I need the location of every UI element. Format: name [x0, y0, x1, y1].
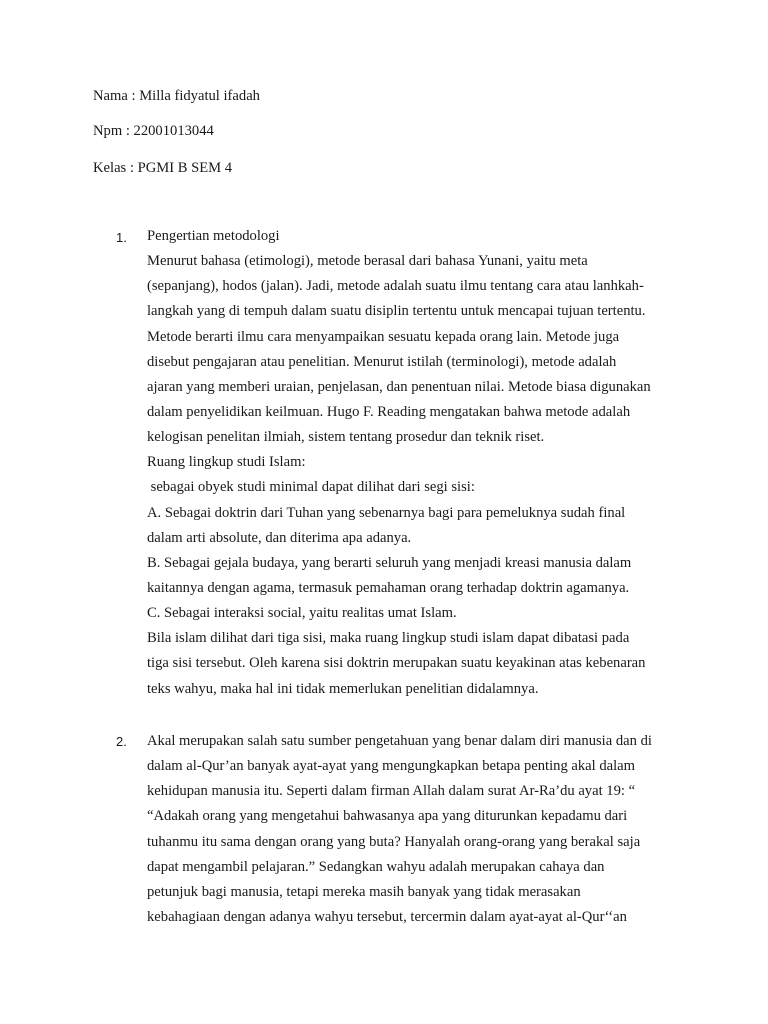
paragraph-line: dapat mengambil pelajaran.” Sedangkan wahyu adalah merupakan cahaya dan — [147, 858, 605, 875]
student-name: Nama : Milla fidyatul ifadah — [93, 88, 260, 104]
student-class: Kelas : PGMI B SEM 4 — [93, 160, 233, 176]
paragraph-line: Metode berarti ilmu cara menyampaikan sesuatu kepada orang lain. Metode juga — [147, 328, 620, 345]
list-number-2: 2. — [116, 734, 127, 749]
paragraph-line: dalam arti absolute, dan diterima apa adanya. — [147, 529, 412, 546]
paragraph-line: tuhanmu itu sama dengan orang yang buta? Hanyalah orang-orang yang berakal saja — [147, 833, 641, 850]
paragraph-line: (sepanjang), hodos (jalan). Jadi, metode adalah suatu ilmu tentang cara atau lanhkah- — [147, 278, 644, 295]
paragraph-line: tiga sisi tersebut. Oleh karena sisi doktrin merupakan suatu keyakinan atas kebenaran — [147, 655, 646, 672]
paragraph-line: A. Sebagai doktrin dari Tuhan yang sebenarnya bagi para pemeluknya sudah final — [147, 504, 626, 521]
paragraph-line: Ruang lingkup studi Islam: — [147, 454, 306, 471]
section-1-text — [147, 226, 707, 704]
paragraph-line: Akal merupakan salah satu sumber pengetahuan yang benar dalam diri manusia dan di — [147, 733, 652, 749]
paragraph-line: kebahagiaan dengan adanya wahyu tersebut, tercermin dalam ayat-ayat al-Qur‘‘an — [147, 908, 627, 925]
paragraph-line: Menurut bahasa (etimologi), metode berasal dari bahasa Yunani, yaitu meta — [147, 253, 588, 270]
paragraph-line: dalam penyelidikan keilmuan. Hugo F. Reading mengatakan bahwa metode adalah — [147, 403, 631, 420]
paragraph-line: dalam al-Qur’an banyak ayat-ayat yang mengungkapkan betapa penting akal dalam — [147, 758, 636, 775]
paragraph-line: Pengertian metodologi — [147, 228, 280, 244]
paragraph-line: B. Sebagai gejala budaya, yang berarti seluruh yang menjadi kreasi manusia dalam — [147, 554, 632, 571]
student-npm: Npm : 22001013044 — [93, 123, 214, 139]
paragraph-line: kaitannya dengan agama, termasuk pemahaman orang terhadap doktrin agamanya. — [147, 579, 630, 596]
paragraph-line: ajaran yang memberi uraian, penjelasan, dan penentuan nilai. Metode biasa digunakan — [147, 378, 651, 395]
paragraph-line: kelogisan penelitan ilmiah, sistem tentang prosedur dan teknik riset. — [147, 429, 545, 446]
paragraph-line: Bila islam dilihat dari tiga sisi, maka ruang lingkup studi islam dapat dibatasi pada — [147, 630, 630, 647]
paragraph-line: kehidupan manusia itu. Seperti dalam firman Allah dalam surat Ar-Ra’du ayat 19: “ — [147, 783, 636, 800]
paragraph-line: “Adakah orang yang mengetahui bahwasanya apa yang diturunkan kepadamu dari — [147, 808, 628, 825]
paragraph-line: teks wahyu, maka hal ini tidak memerlukan penelitian didalamnya. — [147, 680, 539, 697]
paragraph-line: sebagai obyek studi minimal dapat dilihat dari segi sisi: — [147, 479, 475, 496]
paragraph-line: petunjuk bagi manusia, tetapi mereka masih banyak yang tidak merasakan — [147, 883, 581, 900]
paragraph-line: disebut pengajaran atau penelitian. Menurut istilah (terminologi), metode adalah — [147, 353, 617, 370]
section-2-text — [147, 731, 707, 932]
list-number-1: 1. — [116, 230, 127, 245]
paragraph-line: C. Sebagai interaksi social, yaitu realitas umat Islam. — [147, 605, 457, 622]
paragraph-line: langkah yang di tempuh dalam suatu disiplin tertentu untuk mencapai tujuan tertentu. — [147, 303, 646, 320]
